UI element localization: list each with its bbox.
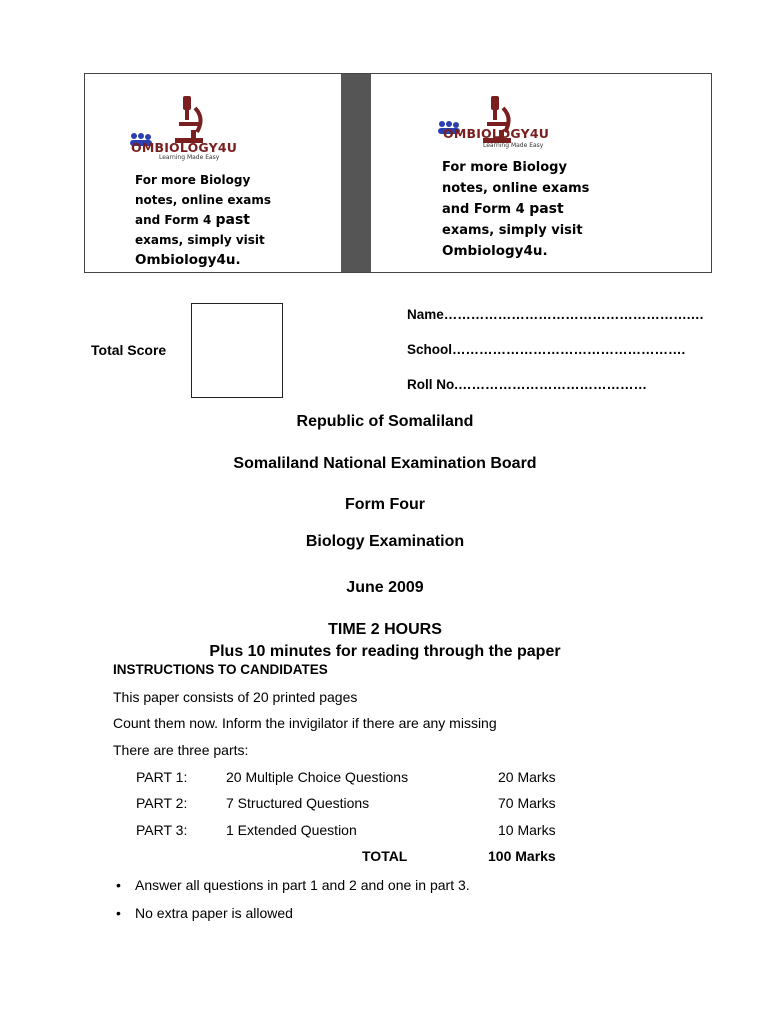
republic-heading: Republic of Somaliland xyxy=(296,413,474,430)
brand-tagline: Learning Made Easy xyxy=(159,154,220,161)
promo-site: Ombiology4u. xyxy=(442,243,548,259)
exam-date: June 2009 xyxy=(346,579,424,596)
banner-divider xyxy=(341,74,371,272)
total-label: TOTAL xyxy=(362,848,408,864)
roll-number-field[interactable]: Roll No.…………………………………… xyxy=(407,377,647,392)
instruction-count: Count them now. Inform the invigilator if there are any missing xyxy=(113,715,497,731)
promo-line: exams, simply visit xyxy=(135,233,265,247)
instruction-bullet: • No extra paper is allowed xyxy=(116,905,293,921)
board-heading: Somaliland National Examination Board xyxy=(233,455,537,472)
part-marks: 20 Marks xyxy=(498,769,556,785)
instruction-bullet: • Answer all questions in part 1 and 2 and one in part 3. xyxy=(116,877,470,893)
subject-heading: Biology Examination xyxy=(305,533,465,550)
total-marks: 100 Marks xyxy=(488,848,556,864)
brand-logo xyxy=(435,92,675,158)
brand-tagline: Learning Made Easy xyxy=(483,142,544,149)
brand-name: OMBIOLOGY4U xyxy=(131,140,238,155)
microscope-icon xyxy=(169,94,209,146)
promo-line: notes, online exams xyxy=(135,193,272,207)
part-label: PART 3: xyxy=(136,822,188,838)
promo-line: notes, online exams xyxy=(442,181,590,196)
promo-line: For more Biology xyxy=(135,173,251,187)
part-description: 7 Structured Questions xyxy=(226,795,370,811)
promo-text xyxy=(135,170,339,270)
part-label: PART 2: xyxy=(136,795,188,811)
promo-ad-right xyxy=(435,92,675,262)
instructions-title: INSTRUCTIONS TO CANDIDATES xyxy=(113,662,328,677)
promo-line: and Form 4 past xyxy=(135,212,250,228)
part-description: 20 Multiple Choice Questions xyxy=(226,769,409,785)
parts-intro: There are three parts: xyxy=(113,742,249,758)
part-label: PART 1: xyxy=(136,769,188,785)
promo-line: For more Biology xyxy=(442,160,567,175)
reading-time: Plus 10 minutes for reading through the paper xyxy=(209,643,561,660)
brand-name: OMBIOLOGY4U xyxy=(443,126,550,141)
promo-text xyxy=(442,157,675,262)
brand-logo xyxy=(129,94,339,160)
total-score-label: Total Score xyxy=(91,342,167,358)
promo-line: and Form 4 past xyxy=(442,201,564,217)
promo-banner xyxy=(84,73,712,273)
school-field[interactable]: School……………………………………………. xyxy=(407,342,686,357)
promo-site: Ombiology4u. xyxy=(135,252,241,268)
promo-line: exams, simply visit xyxy=(442,223,583,238)
part-description: 1 Extended Question xyxy=(226,822,357,838)
part-marks: 10 Marks xyxy=(498,822,556,838)
part-marks: 70 Marks xyxy=(498,795,556,811)
promo-ad-left xyxy=(129,94,339,270)
exam-time: TIME 2 HOURS xyxy=(328,621,442,638)
name-field[interactable]: Name……………………………………………….… xyxy=(407,307,705,322)
instruction-pages: This paper consists of 20 printed pages xyxy=(113,689,358,705)
total-score-box[interactable] xyxy=(191,303,283,398)
form-heading: Form Four xyxy=(345,496,425,513)
